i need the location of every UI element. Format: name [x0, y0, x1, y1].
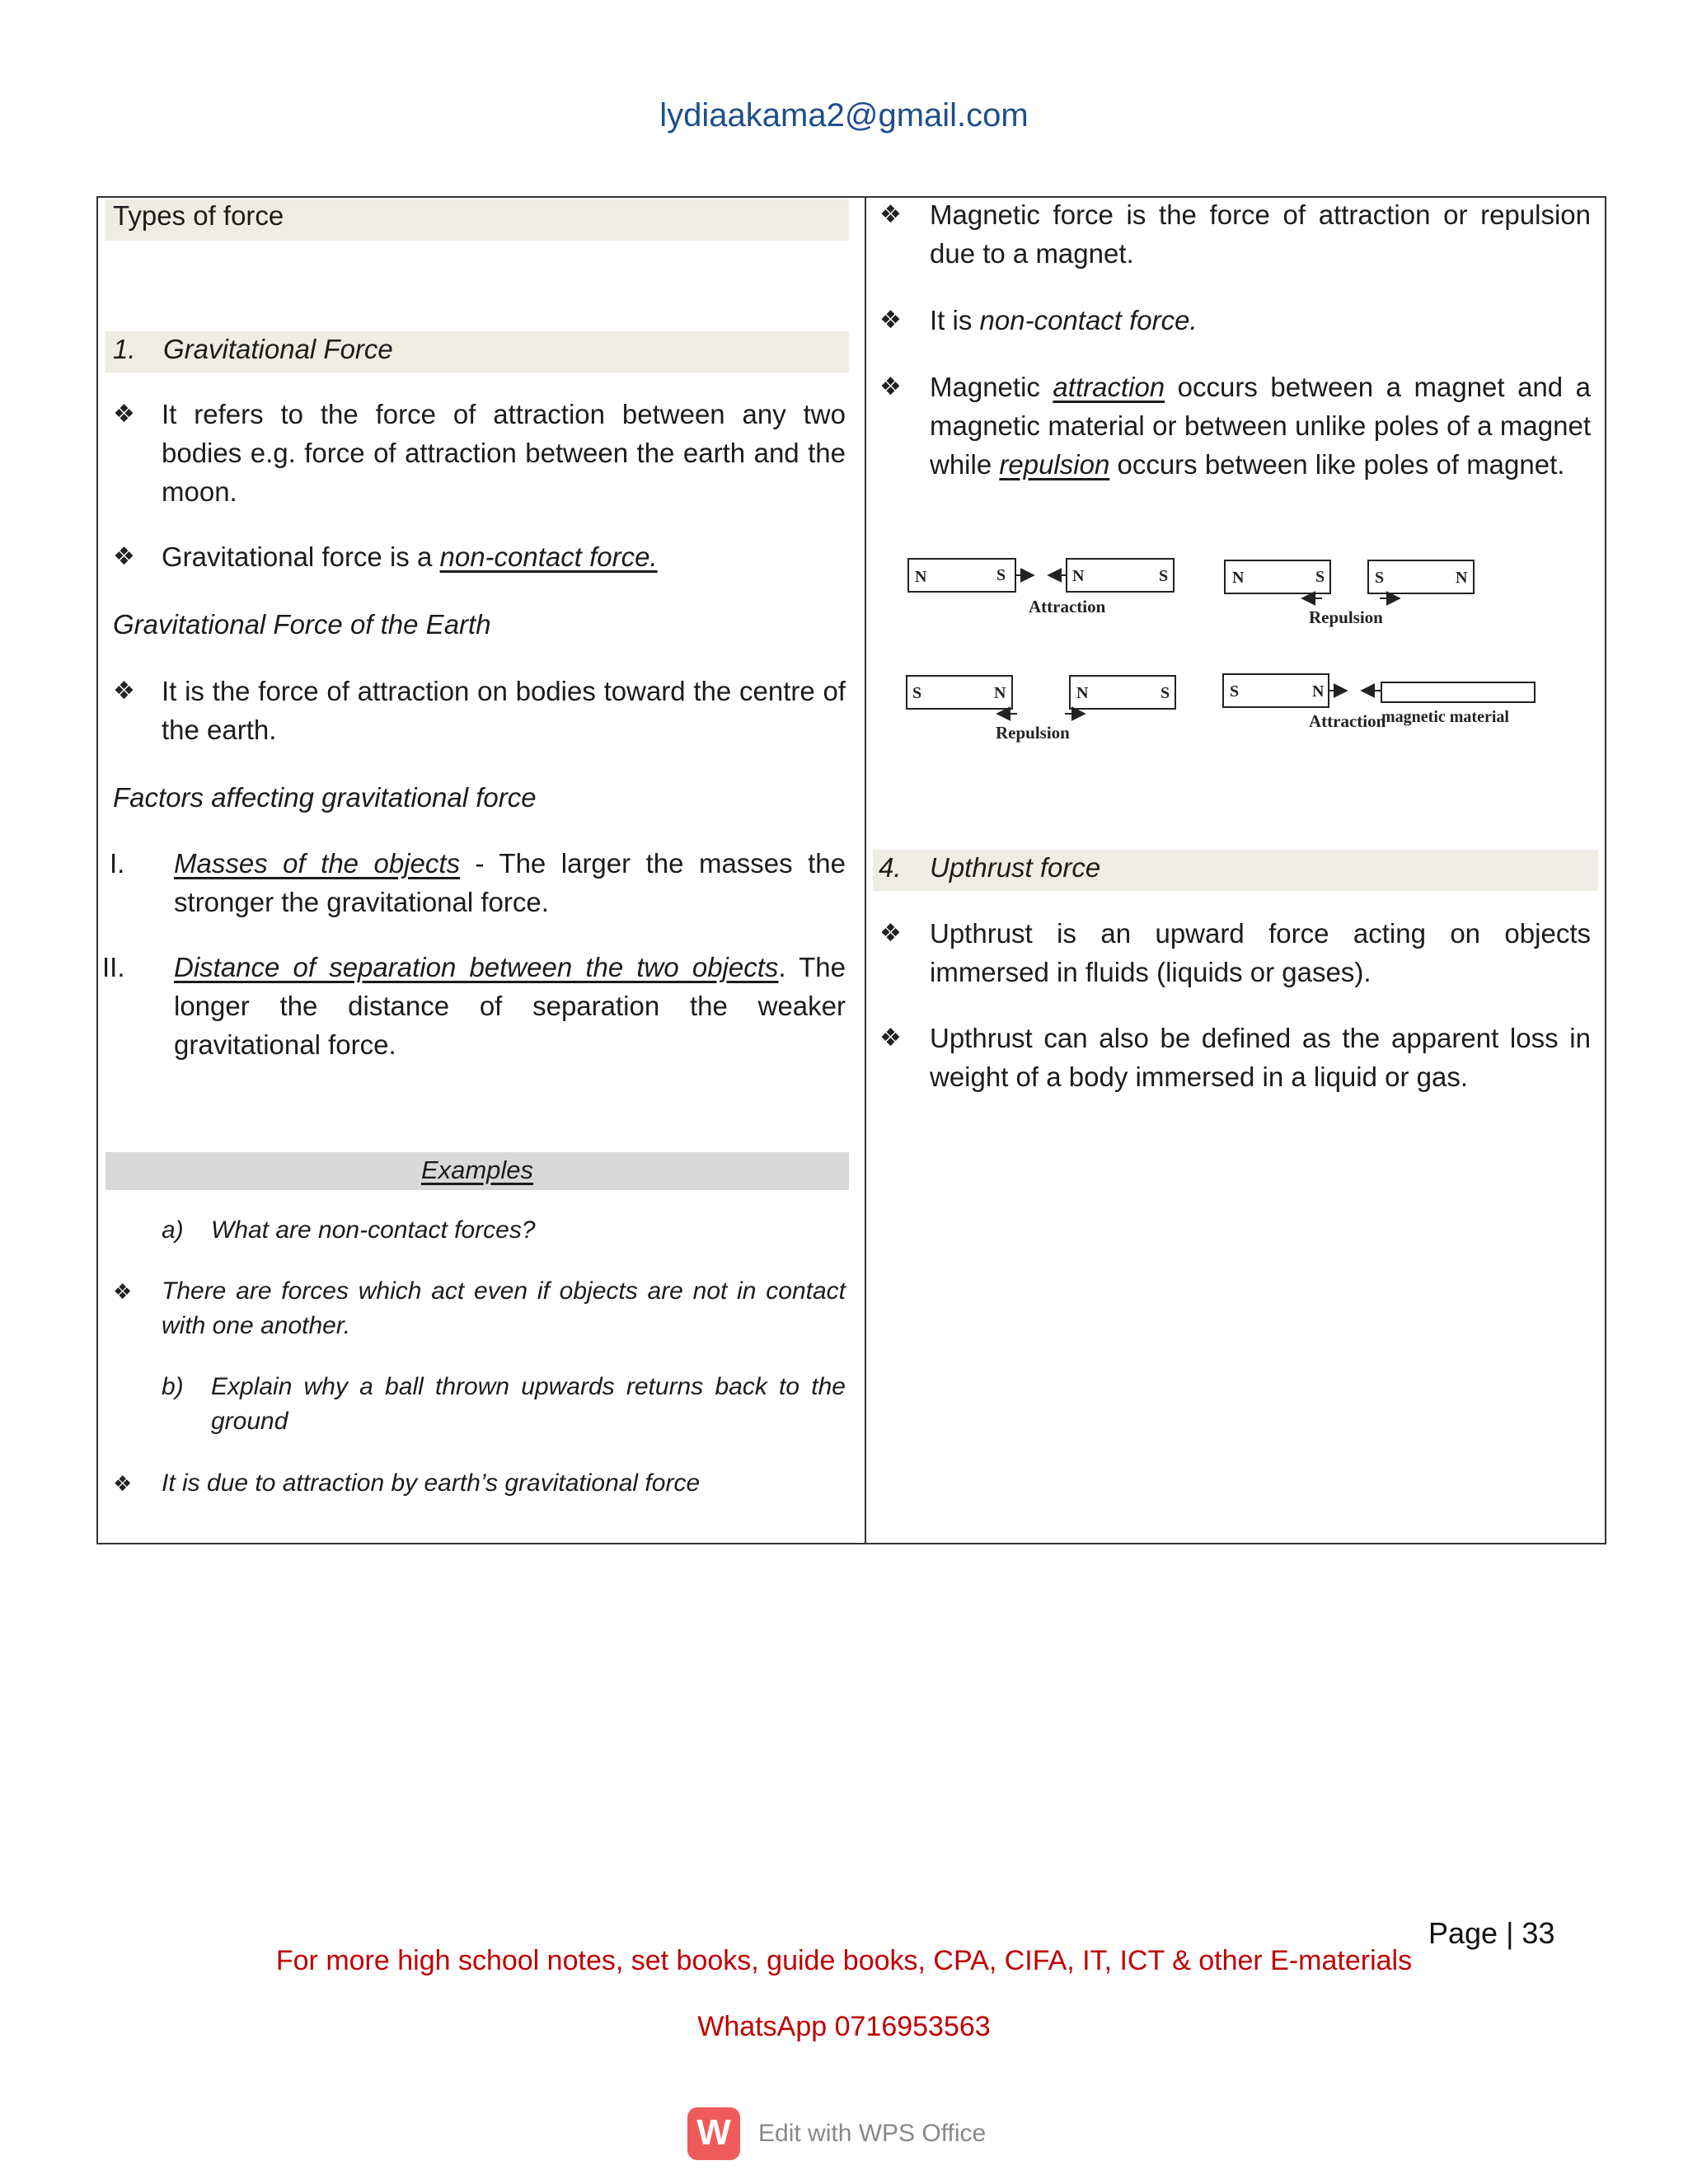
question-b: Explain why a ball thrown upwards returns back to the ground: [211, 1373, 846, 1435]
promo-line: For more high school notes, set books, guide books, CPA, CIFA, IT, ICT & other E-materials: [275, 1945, 1413, 1976]
bullet-icon: ❖: [879, 920, 902, 947]
wps-edit-label: Edit with WPS Office: [758, 2120, 987, 2147]
factors-heading: Factors affecting gravitational force: [113, 782, 537, 813]
pole-label: S: [1230, 682, 1240, 701]
magnetic-noncontact: It is non-contact force.: [930, 305, 1198, 335]
magnetic-material-block: [1381, 682, 1535, 702]
factor-number: I.: [110, 848, 125, 879]
bullet-icon: ❖: [113, 543, 135, 570]
pole-label: S: [1159, 567, 1169, 585]
earth-gravity-heading: Gravitational Force of the Earth: [113, 609, 491, 640]
wps-edit-link[interactable]: [687, 2105, 986, 2163]
section-title: Types of force: [113, 200, 284, 231]
bullet-icon: ❖: [879, 373, 902, 401]
upthrust-definition: Upthrust is an upward force acting on objects immersed in fluids (liquids or gases).: [930, 918, 1591, 987]
pole-label: N: [915, 568, 927, 586]
column-divider: [865, 196, 866, 1544]
heading-number: 1.: [113, 334, 136, 364]
pole-label: N: [1456, 569, 1468, 587]
noncontact-term: non-contact force.: [439, 541, 658, 572]
repulsion-label: Repulsion: [996, 723, 1070, 743]
magnetic-attraction-repulsion: Magnetic attraction occurs between a magnet and a magnetic material or between unlike poles of a magnet while repulsion occurs between like poles of magnet.: [930, 372, 1592, 480]
upthrust-apparent-loss: Upthrust can also be defined as the apparent loss in weight of a body immersed in a liquid or gas.: [930, 1023, 1591, 1092]
factor-masses: Masses of the objects - The larger the masses the stronger the gravitational force.: [174, 848, 846, 917]
bullet-icon: ❖: [879, 307, 902, 334]
factor-distance: Distance of separation between the two objects. The longer the distance of separation the weaker gravitational force.: [174, 952, 846, 1060]
factor-number: II.: [102, 952, 125, 982]
pole-label: N: [1072, 567, 1085, 585]
pole-label: N: [1076, 684, 1089, 702]
bullet-icon: ❖: [113, 401, 135, 428]
pole-label: N: [994, 684, 1006, 702]
bullet-icon: ❖: [113, 1471, 133, 1496]
gravitational-heading: Gravitational Force: [163, 334, 393, 364]
attraction-label: Attraction: [1029, 597, 1106, 616]
pole-label: S: [1160, 684, 1170, 702]
question-label: a): [162, 1216, 184, 1244]
pole-label: S: [912, 684, 922, 702]
header-email: lydiaakama2@gmail.com: [659, 97, 1029, 134]
magnet-poles-diagram: [903, 551, 1587, 757]
gravitational-definition: It refers to the force of attraction between any two bodies e.g. force of attraction between the earth and the moon.: [162, 399, 846, 507]
repulsion-label: Repulsion: [1309, 607, 1383, 627]
question-a: What are non-contact forces?: [211, 1216, 536, 1244]
heading-number: 4.: [879, 852, 902, 883]
whatsapp-line: WhatsApp 0716953563: [697, 2011, 991, 2042]
earth-gravity-definition: It is the force of attraction on bodies toward the centre of the earth.: [162, 676, 846, 745]
attraction-label: Attraction: [1309, 711, 1386, 731]
magnetic-material-label: magnetic material: [1381, 708, 1509, 726]
wps-logo-icon: W: [687, 2107, 740, 2160]
pole-label: N: [1232, 569, 1245, 587]
pole-label: S: [1375, 569, 1385, 587]
bullet-icon: ❖: [879, 1024, 902, 1052]
answer-b: It is due to attraction by earth’s gravitational force: [162, 1469, 701, 1497]
upthrust-heading: Upthrust force: [930, 852, 1101, 883]
pole-label: N: [1312, 682, 1325, 701]
bullet-icon: ❖: [879, 201, 902, 228]
question-label: b): [162, 1373, 184, 1400]
pole-label: S: [996, 566, 1006, 584]
pole-label: S: [1315, 568, 1325, 586]
answer-a: There are forces which act even if objects are not in contact with one another.: [162, 1277, 846, 1339]
noncontact-statement: Gravitational force is a non-contact force.: [162, 541, 658, 572]
page-number: Page | 33: [1428, 1916, 1555, 1950]
bullet-icon: ❖: [113, 677, 135, 705]
magnetic-definition: Magnetic force is the force of attraction or repulsion due to a magnet.: [930, 199, 1591, 269]
examples-heading: Examples: [420, 1155, 534, 1184]
bullet-icon: ❖: [113, 1279, 133, 1304]
